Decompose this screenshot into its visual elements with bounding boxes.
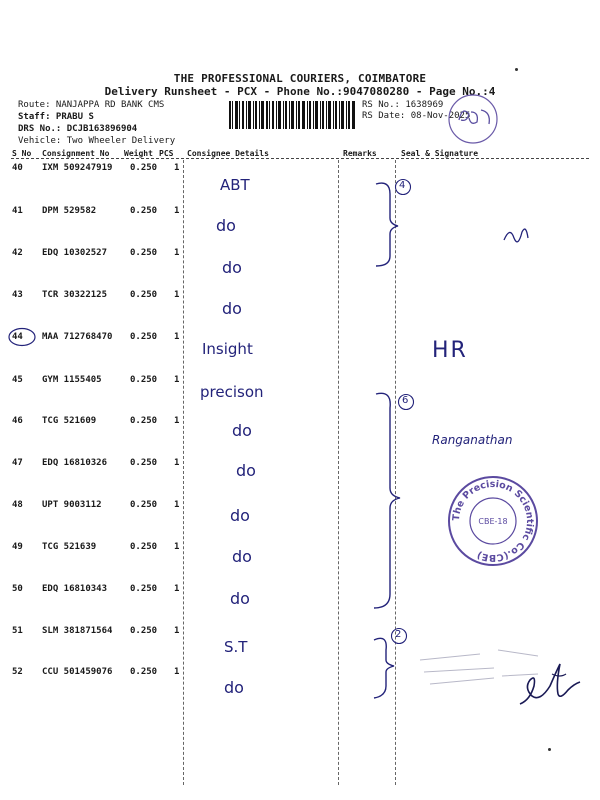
row-weight: 0.250 xyxy=(130,626,158,636)
row-pcs: 1 xyxy=(174,626,180,636)
row-pcs: 1 xyxy=(174,290,180,300)
group-bracket-2 xyxy=(370,388,416,618)
row-sno: 49 xyxy=(12,542,23,552)
row-consignment: TCR 30322125 xyxy=(42,290,108,300)
row-sno: 50 xyxy=(12,584,23,594)
row-consignment: SLM 381871564 xyxy=(42,626,113,636)
row-weight: 0.250 xyxy=(130,332,158,342)
row-consignment: EDQ 10302527 xyxy=(42,248,108,258)
row-handwriting: do xyxy=(230,589,250,608)
row-pcs: 1 xyxy=(174,416,180,426)
stray-mark xyxy=(548,748,551,751)
row-pcs: 1 xyxy=(174,584,180,594)
rs-date: RS Date: 08-Nov-2025 xyxy=(362,111,471,121)
row-handwriting: do xyxy=(224,678,244,697)
row-consignment: MAA 712768470 xyxy=(42,332,113,342)
document-subtitle: Delivery Runsheet - PCX - Phone No.:9047080280 - Page No.:4 xyxy=(104,85,496,98)
row-sno: 52 xyxy=(12,667,23,677)
group-count-2: 6 xyxy=(402,395,409,406)
row-consignment: TCG 521639 xyxy=(42,542,97,552)
row-consignment: IXM 509247919 xyxy=(42,163,113,173)
row-pcs: 1 xyxy=(174,206,180,216)
row-handwriting: do xyxy=(216,216,236,235)
row-weight: 0.250 xyxy=(130,290,158,300)
seal-center-text: CBE-18 xyxy=(478,517,508,526)
staff-label: Staff: PRABU S xyxy=(18,112,94,122)
row-weight: 0.250 xyxy=(130,416,158,426)
stray-mark xyxy=(515,68,518,71)
company-seal xyxy=(446,474,540,568)
row-weight: 0.250 xyxy=(130,206,158,216)
signature-mark xyxy=(500,222,532,250)
seal-ring-text: The Precision Scientific Co.(CBE) xyxy=(450,478,536,564)
row-sno: 48 xyxy=(12,500,23,510)
drs-label: DRS No.: DCJB163896904 xyxy=(18,124,138,134)
row-handwriting: precison xyxy=(200,383,264,401)
col-seal: Seal & Signature xyxy=(401,149,479,158)
vehicle-label: Vehicle: Two Wheeler Delivery xyxy=(18,136,176,146)
col-consignment: Consignment No xyxy=(42,149,110,158)
row-consignment: CCU 501459076 xyxy=(42,667,113,677)
row-consignment: DPM 529582 xyxy=(42,206,97,216)
row-pcs: 1 xyxy=(174,458,180,468)
row-consignment: TCG 521609 xyxy=(42,416,97,426)
row-handwriting: do xyxy=(232,547,252,566)
document-title: THE PROFESSIONAL COURIERS, COIMBATORE xyxy=(173,72,427,85)
group-count-1: 4 xyxy=(399,180,406,191)
col-remarks: Remarks xyxy=(343,149,377,158)
col-details: Consignee Details xyxy=(187,149,269,158)
row-weight: 0.250 xyxy=(130,667,158,677)
row-handwriting: S.T xyxy=(224,638,248,656)
row-weight: 0.250 xyxy=(130,375,158,385)
row-handwriting: ABT xyxy=(220,176,250,194)
col-weight: Weight xyxy=(124,149,153,158)
column-divider xyxy=(338,160,339,785)
row-consignment: EDQ 16810326 xyxy=(42,458,108,468)
col-pcs: PCS xyxy=(159,149,174,158)
row-sno: 45 xyxy=(12,375,23,385)
col-sno: S No xyxy=(12,149,32,158)
row-handwriting: do xyxy=(222,258,242,277)
row-consignment: EDQ 16810343 xyxy=(42,584,108,594)
row-handwriting: do xyxy=(232,421,252,440)
row-weight: 0.250 xyxy=(130,163,158,173)
barcode xyxy=(229,101,355,129)
row-weight: 0.250 xyxy=(130,458,158,468)
row-handwriting: do xyxy=(236,461,256,480)
row-sno: 40 xyxy=(12,163,23,173)
row-handwriting: do xyxy=(230,506,250,525)
row-sno: 41 xyxy=(12,206,23,216)
remark-name: Ranganathan xyxy=(432,433,513,447)
row-weight: 0.250 xyxy=(130,584,158,594)
row-pcs: 1 xyxy=(174,332,180,342)
row-pcs: 1 xyxy=(174,248,180,258)
row-sno: 44 xyxy=(12,332,23,342)
row-weight: 0.250 xyxy=(130,500,158,510)
header-divider xyxy=(11,158,589,159)
column-divider xyxy=(183,160,184,785)
row-sno: 42 xyxy=(12,248,23,258)
route-label: Route: NANJAPPA RD BANK CMS xyxy=(18,100,165,110)
row-weight: 0.250 xyxy=(130,248,158,258)
row-consignment: UPT 9003112 xyxy=(42,500,102,510)
signature xyxy=(512,654,584,718)
row-pcs: 1 xyxy=(174,163,180,173)
row-pcs: 1 xyxy=(174,667,180,677)
row-handwriting: do xyxy=(222,299,242,318)
row-sno: 43 xyxy=(12,290,23,300)
row-sno: 51 xyxy=(12,626,23,636)
rs-number: RS No.: 1638969 xyxy=(362,100,444,110)
row-pcs: 1 xyxy=(174,500,180,510)
group-count-3: 2 xyxy=(395,629,402,640)
row-weight: 0.250 xyxy=(130,542,158,552)
row-sno: 47 xyxy=(12,458,23,468)
row-consignment: GYM 1155405 xyxy=(42,375,102,385)
pod-stamp xyxy=(445,92,501,146)
row-sno: 46 xyxy=(12,416,23,426)
row-handwriting: Insight xyxy=(202,340,253,358)
row-pcs: 1 xyxy=(174,375,180,385)
row-pcs: 1 xyxy=(174,542,180,552)
remark-hr: HR xyxy=(432,338,468,363)
